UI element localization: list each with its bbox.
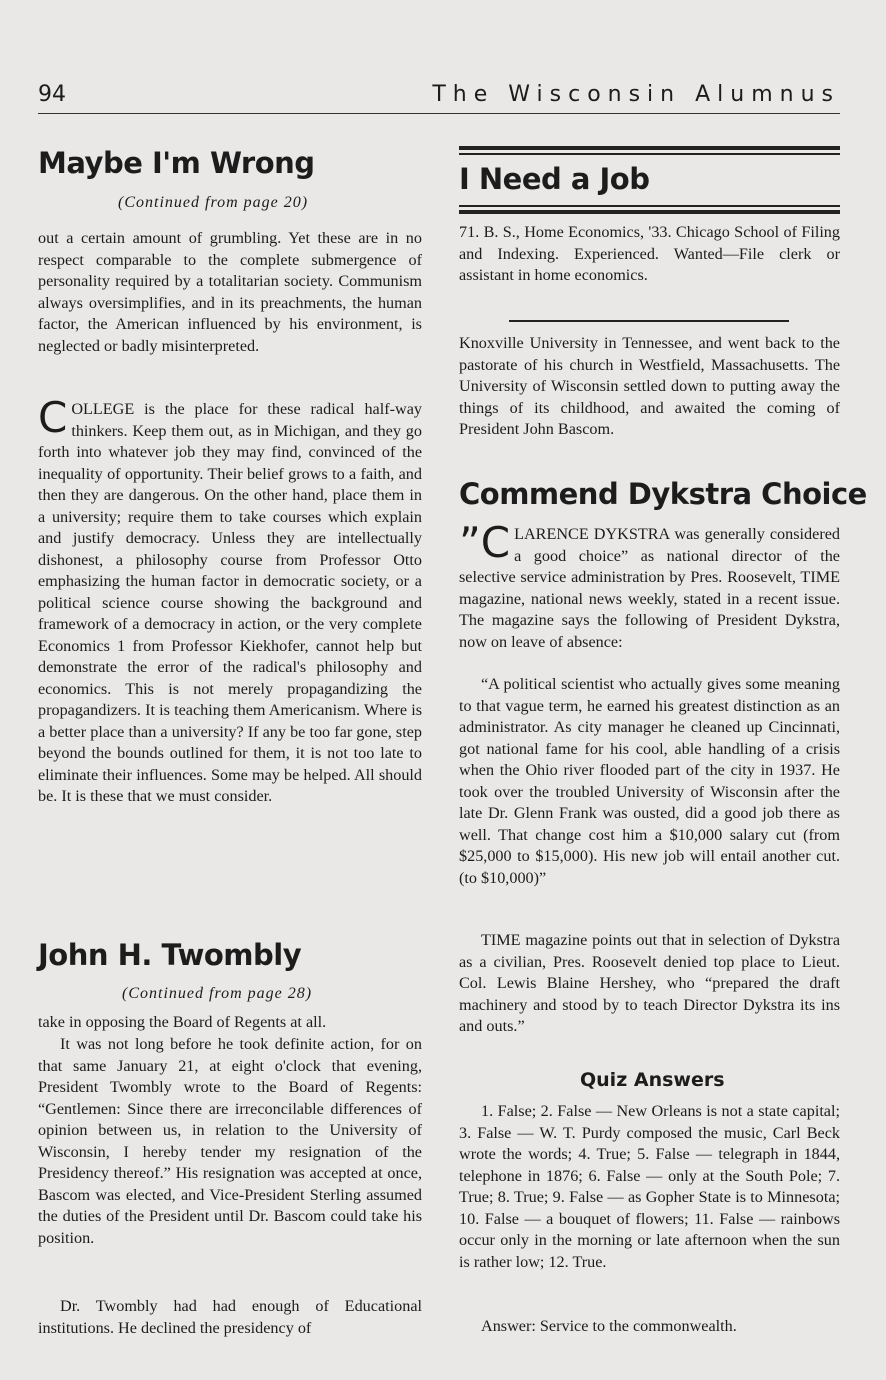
- heading-rule-bottom: [459, 210, 840, 214]
- paragraph-text: LARENCE DYKSTRA was generally considered a good choice” as national director of the selective service administration by Pres. Roosevelt, TIME magazine, national news weekly, stated in a recent issue. The magazine says the following of President Dykstra, now on leave of absence:: [459, 525, 840, 651]
- heading-quiz-answers: Quiz Answers: [580, 1069, 725, 1091]
- paragraph: TIME magazine points out that in selection of Dykstra as a civilian, Pres. Roosevelt denied top place to Lieut. Col. Lewis Blaine Hershey, who “prepared the draft machinery and stood by to teach Director Dykstra its ins and outs.”: [459, 931, 840, 1035]
- drop-cap: ”C: [459, 518, 511, 567]
- heading-rule-top: [459, 146, 840, 150]
- paragraph-text: OLLEGE is the place for these radical half-way thinkers. Keep them out, as in Michigan, and they go forth into whatever job they may find, convinced of the inequality of opportunity. Their belief grows to a faith, and then they are dangerous. On the other hand, place them in a university; require them to take courses which explain and justify democracy. Unless they are intellectually dishonest, a philosophy course from Professor Otto emphasizing the human factor in democratic society, or a political science course showing the background and framework of a democracy in action, or the very complete Economics 1 from Professor Kiekhofer, cannot help but demonstrate the error of the radical's philosophy and economics. This is not merely propagandizing the propagandizers. It is teaching them Americanism. Where is a better place than a university? If any be too far gone, step beyond the bounds outlined for them, it is not too late to eliminate their influences. Some may be helped. All should be. It is these that we must consider.: [38, 400, 422, 805]
- heading-i-need-a-job: I Need a Job: [459, 162, 650, 196]
- paragraph-college: [38, 393, 422, 808]
- quiz-answers-text: 1. False; 2. False — New Orleans is not a state capital; 3. False — W. T. Purdy composed the music, Carl Beck wrote the words; 4. True; 5. False — telegraph in 1844, telephone in 1876; 6. False — only at the South Pole; 7. True; 8. True; 9. False — as Gopher State is to Minnesota; 10. False — a bouquet of flowers; 11. False — rainbows occur only in the morning or late afternoon when the sun is rather low; 12. True.: [459, 1102, 840, 1271]
- paragraph: Knoxville University in Tennessee, and went back to the pastorate of his church in Westfield, Massachusetts. The University of Wisconsin settled down to putting away the things of its childhood, and awaited the coming of President John Bascom.: [459, 334, 840, 438]
- heading-john-h-twombly: John H. Twombly: [38, 938, 302, 972]
- paragraph: Dr. Twombly had had enough of Educational institutions. He declined the presidency of: [38, 1297, 422, 1337]
- paragraph: It was not long before he took definite action, for on that same January 21, at eight o'clock that evening, President Twombly wrote to the Board of Regents: “Gentlemen: Since there are irreconcilable differences of opinion between us, in relation to the University of Wisconsin, I hereby tender my resignation of the Presidency thereof.” His resignation was accepted at once, Bascom was elected, and Vice-President Sterling assumed the duties of the President until Dr. Bascom could take his position.: [38, 1035, 422, 1247]
- quiz-answer-line: Answer: Service to the commonwealth.: [481, 1317, 737, 1335]
- drop-cap: C: [38, 393, 68, 442]
- paragraph: out a certain amount of grumbling. Yet these are in no respect comparable to the complete submergence of personality required by a totalitarian society. Communism always oversimplifies, and in its preachments, the human factor, the American influenced by his environment, is neglected or badly misinterpreted.: [38, 229, 422, 355]
- heading-rule-top-thin: [459, 153, 840, 155]
- heading-commend-dykstra-choice: Commend Dykstra Choice: [459, 477, 867, 511]
- heading-maybe-im-wrong: Maybe I'm Wrong: [38, 146, 315, 180]
- section-divider: [509, 320, 789, 322]
- heading-rule-bottom-thin: [459, 205, 840, 207]
- paragraph: take in opposing the Board of Regents at all.: [38, 1013, 327, 1031]
- page-header: [38, 82, 840, 114]
- paragraph-dykstra: [459, 518, 840, 653]
- page-number: 94: [38, 82, 66, 107]
- magazine-title: The Wisconsin Alumnus: [432, 82, 840, 107]
- paragraph: “A political scientist who actually gives some meaning to that vague term, he earned his greatest distinction as an administrator. As city manager he cleaned up Cincinnati, got national fame for his cool, able handling of a crisis when the Ohio river flooded part of the city in 1937. He took over the troubled University of Wisconsin after the late Dr. Glenn Frank was ousted, did a good job there as well. That change cost him a $10,000 salary cut (from $25,000 to $15,000). His new job will entail another cut. (to $10,000)”: [459, 675, 840, 887]
- continued-note: (Continued from page 28): [122, 985, 313, 1002]
- continued-note: (Continued from page 20): [118, 194, 309, 211]
- job-listing: 71. B. S., Home Economics, '33. Chicago School of Filing and Indexing. Experienced. Wanted—File clerk or assistant in home economics.: [459, 223, 840, 284]
- header-rule: [38, 113, 840, 114]
